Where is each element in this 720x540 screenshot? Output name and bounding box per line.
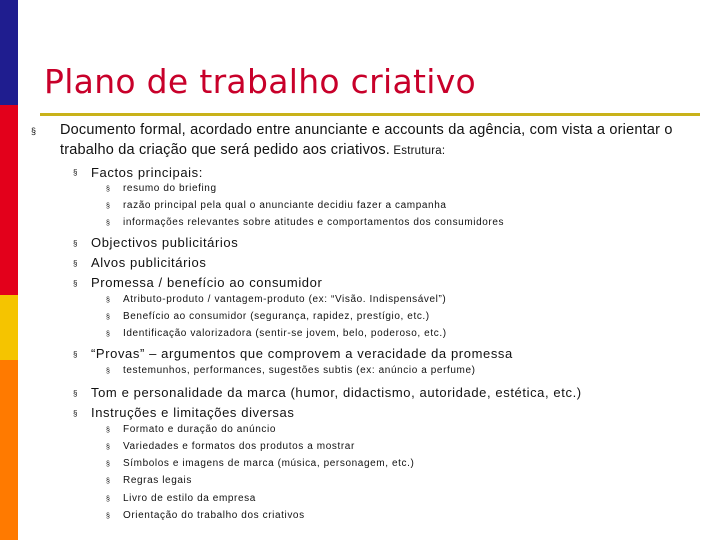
list-item: Factos principais: (91, 165, 203, 180)
bullet-icon: § (106, 297, 110, 304)
sub-list-item: resumo do briefing (123, 183, 217, 194)
bullet-icon: § (106, 478, 110, 485)
intro-line-1: Documento formal, acordado entre anunciante e accounts da agência, com vista a orientar o (60, 122, 673, 138)
intro-line-2 (60, 142, 445, 158)
bullet-icon: § (73, 239, 78, 248)
bullet-icon: § (73, 389, 78, 398)
bullet-icon: § (73, 279, 78, 288)
bullet-icon: § (73, 350, 78, 359)
list-item: Objectivos publicitários (91, 235, 239, 250)
sub-list-item: Atributo-produto / vantagem-produto (ex: “Visão. Indispensável”) (123, 294, 447, 305)
bullet-icon: § (106, 444, 110, 451)
bullet-icon: § (106, 331, 110, 338)
sub-list-item: informações relevantes sobre atitudes e comportamentos dos consumidores (123, 217, 505, 228)
bullet-icon: § (106, 513, 110, 520)
list-item: Promessa / benefício ao consumidor (91, 275, 323, 290)
bullet-icon: § (106, 496, 110, 503)
list-item: Instruções e limitações diversas (91, 405, 295, 420)
bullet-icon: § (73, 409, 78, 418)
bullet-icon: § (73, 259, 78, 268)
sub-list-item: Símbolos e imagens de marca (música, personagem, etc.) (123, 458, 415, 469)
bullet-icon: § (106, 314, 110, 321)
bullet-icon: § (106, 368, 110, 375)
sub-list-item: Variedades e formatos dos produtos a mostrar (123, 441, 355, 452)
bullet-icon: § (106, 427, 110, 434)
list-item: “Provas” – argumentos que comprovem a veracidade da promessa (91, 346, 513, 361)
intro-line-2-text: trabalho da criação que será pedido aos criativos. (60, 142, 390, 158)
intro-suffix: Estrutura: (390, 145, 446, 157)
list-item: Tom e personalidade da marca (humor, didactismo, autoridade, estética, etc.) (91, 385, 582, 400)
bullet-icon: § (73, 168, 78, 177)
sub-list-item: Regras legais (123, 475, 192, 486)
sub-list-item: Livro de estilo da empresa (123, 493, 256, 504)
sub-list-item: Benefício ao consumidor (segurança, rapidez, prestígio, etc.) (123, 311, 430, 322)
sub-list-item: testemunhos, performances, sugestões subtis (ex: anúncio a perfume) (123, 365, 476, 376)
sub-list-item: Formato e duração do anúncio (123, 424, 276, 435)
bullet-icon: § (106, 186, 110, 193)
sub-list-item: Identificação valorizadora (sentir-se jovem, belo, poderoso, etc.) (123, 328, 447, 339)
bullet-icon: § (106, 461, 110, 468)
sub-list-item: Orientação do trabalho dos criativos (123, 510, 305, 521)
list-item: Alvos publicitários (91, 255, 207, 270)
bullet-icon: § (106, 220, 110, 227)
bullet-icon: § (106, 203, 110, 210)
sub-list-item: razão principal pela qual o anunciante decidiu fazer a campanha (123, 200, 447, 211)
bullet-icon: § (31, 126, 37, 136)
slide-title: Plano de trabalho criativo (44, 62, 477, 101)
